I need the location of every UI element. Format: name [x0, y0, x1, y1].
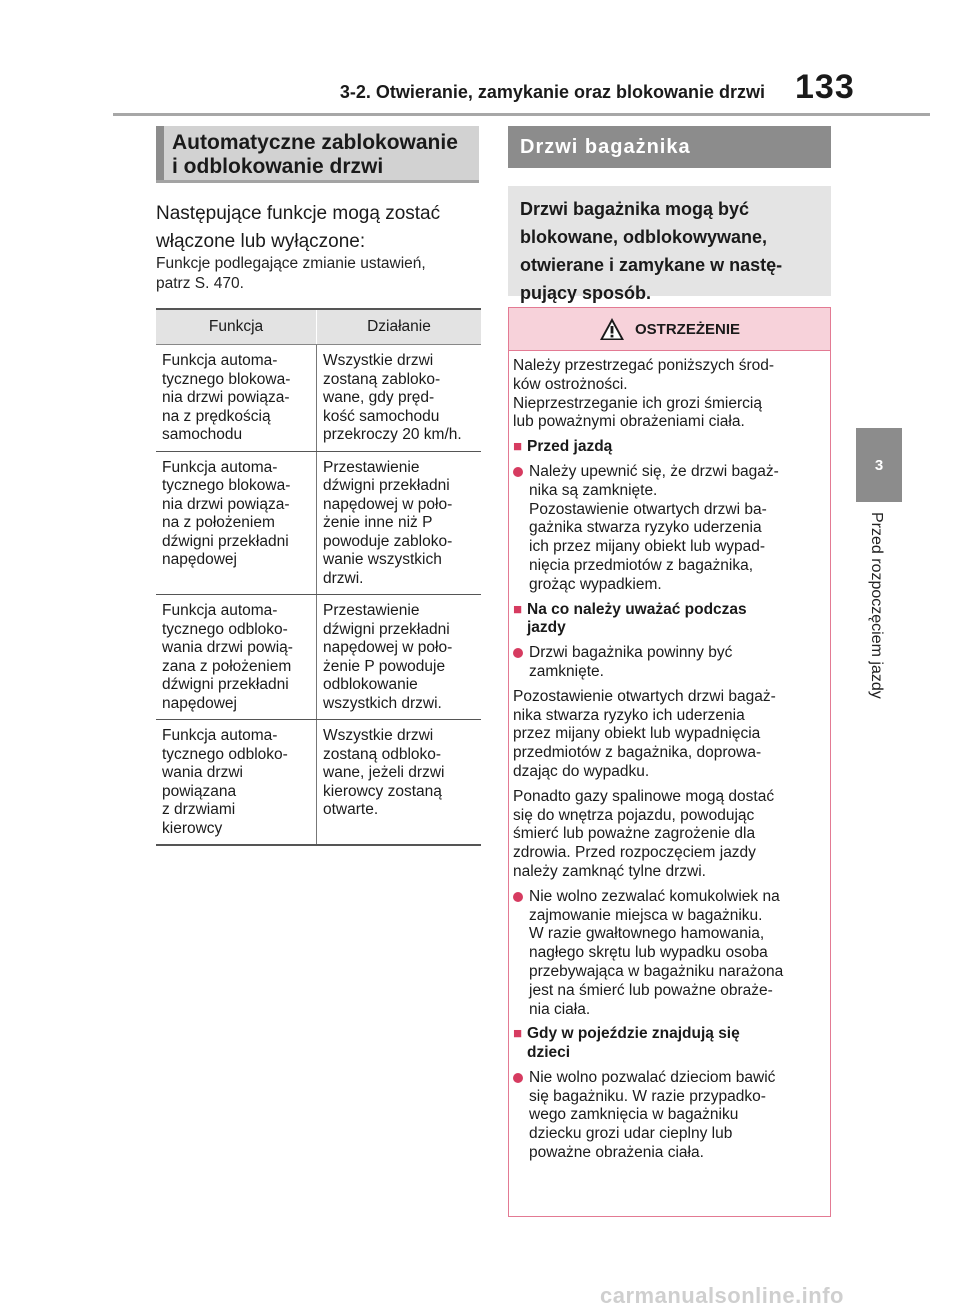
section-title: 3-2. Otwieranie, zamykanie oraz blokowanie drzwi [339, 82, 765, 102]
text-line: ich przez mijany obiekt lub wypad- [529, 538, 766, 556]
square-bullet-icon: ■ [513, 600, 523, 618]
cell-line: napędowej [162, 551, 237, 568]
text-line: jest na śmierć lub poważne obraże- [529, 981, 773, 999]
cell-line: dźwigni przekładni [162, 676, 289, 693]
cell-line: Funkcja automa- [162, 602, 278, 619]
bullet-text [529, 463, 822, 595]
cell-line: drzwi. [323, 569, 364, 587]
warning-intro [513, 357, 822, 432]
function-cell [156, 451, 317, 595]
cell-line: zostaną odbloko- [323, 745, 442, 763]
cell-line: Przestawienie [323, 458, 420, 476]
cell-line: na z położeniem [162, 514, 275, 531]
cell-line: powiązana [162, 782, 237, 800]
page-number: 133 [795, 68, 855, 106]
text-line: Gdy w pojeździe znajdują się [527, 1025, 740, 1043]
bullet-item [513, 463, 822, 595]
subheading-before-driving [513, 438, 822, 457]
cell-line: wanie wszystkich [323, 551, 442, 568]
table-row [156, 595, 481, 720]
text-line: Należy upewnić się, że drzwi bagaż- [529, 462, 779, 480]
cell-line: dźwigni przekładni [323, 477, 450, 494]
cell-line: Funkcja automa- [162, 458, 278, 476]
note-line: Funkcje podlegające zmianie ustawień, [156, 255, 426, 272]
cell-line: zostaną zabloko- [323, 370, 441, 388]
action-cell [317, 595, 482, 720]
text-line: śmierć lub poważne zagrożenie dla [513, 825, 756, 843]
settings-note [156, 254, 481, 294]
heading-line: Automatyczne zablokowanie [172, 131, 458, 154]
right-section-heading: Drzwi bagażnika [508, 126, 831, 168]
text-line: dzieci [527, 1044, 571, 1062]
warning-header [509, 308, 830, 351]
subheading-text [527, 601, 747, 639]
table-row [156, 345, 481, 452]
functions-table [156, 308, 481, 846]
square-bullet-icon: ■ [513, 438, 523, 456]
text-line: Pozostawienie otwartych drzwi ba- [529, 500, 767, 518]
text-line: W razie gwałtownego hamowania, [529, 925, 765, 943]
cell-line: zana z położeniem [162, 657, 292, 675]
text-line: ków ostrożności. [513, 375, 628, 393]
cell-line: dźwigni przekładni [162, 532, 289, 550]
warning-paragraph [513, 788, 822, 882]
text-line: Nie wolno zezwalać komukolwiek na [529, 887, 780, 905]
function-cell [156, 595, 317, 720]
action-cell [317, 720, 482, 846]
chapter-number: 3 [874, 456, 884, 474]
bullet-item [513, 888, 822, 1020]
text-line: nięcia przedmiotów z bagażnika, [529, 556, 754, 574]
header-divider [113, 113, 930, 116]
cell-line: tycznego blokowa- [162, 477, 291, 494]
text-line: Drzwi bagażnika powinny być [529, 644, 733, 662]
cell-line: wania drzwi powią- [162, 639, 293, 656]
text-line: nia ciała. [529, 1000, 591, 1018]
warning-triangle-icon [599, 317, 625, 341]
cell-line: tycznego odbloko- [162, 620, 288, 638]
intro-line: włączone lub wyłączone: [156, 231, 366, 252]
cell-line: otwarte. [323, 801, 379, 818]
cell-line: przekroczy 20 km/h. [323, 426, 462, 443]
text-line: dziecku grozi udar cieplny lub [529, 1125, 733, 1143]
summary-line: otwierane i zamykane w nastę- [520, 255, 783, 275]
cell-line: nia drzwi powiąza- [162, 495, 290, 513]
cell-line: żenie inne niż P [323, 514, 433, 531]
cell-line: kierowcy [162, 819, 223, 837]
text-line: nagłego skrętu lub wypadku osoba [529, 944, 768, 962]
summary-box [508, 186, 831, 303]
cell-line: tycznego blokowa- [162, 370, 291, 388]
text-line: się bagażniku. W razie przypadko- [529, 1087, 766, 1105]
bullet-dot-icon [513, 467, 523, 477]
text-line: Nieprzestrzeganie ich grozi śmiercią [513, 394, 762, 412]
cell-line: żenie P powoduje [323, 657, 446, 675]
cell-line: Wszystkie drzwi [323, 352, 434, 369]
intro-text [156, 200, 481, 256]
cell-line: wane, gdy pręd- [323, 389, 435, 406]
bullet-item [513, 1069, 822, 1163]
bullet-dot-icon [513, 1073, 523, 1083]
cell-line: odblokowanie [323, 676, 418, 693]
cell-line: Funkcja automa- [162, 352, 278, 369]
subheading-text [527, 1025, 740, 1063]
text-line: Ponadto gazy spalinowe mogą dostać [513, 787, 775, 805]
cell-line: wszystkich drzwi. [323, 694, 442, 712]
bullet-text [529, 644, 822, 682]
text-line: się do wnętrza pojazdu, powodując [513, 806, 755, 824]
cell-line: napędowej [162, 694, 237, 712]
column-header-action: Działanie [317, 309, 482, 345]
cell-line: napędowej w poło- [323, 495, 453, 513]
column-header-function: Funkcja [156, 309, 317, 345]
watermark: carmanualsonline.info [600, 1283, 844, 1308]
cell-line: z drzwiami [162, 801, 236, 818]
intro-line: Następujące funkcje mogą zostać [156, 203, 441, 224]
cell-line: tycznego odbloko- [162, 745, 288, 763]
summary-line: pujący sposób. [520, 283, 652, 303]
text-line: lub poważnymi obrażeniami ciała. [513, 413, 745, 431]
subheading-while-driving [513, 601, 822, 639]
text-line: dzając do wypadku. [513, 762, 650, 780]
text-line: należy zamknąć tylne drzwi. [513, 862, 706, 880]
cell-line: dźwigni przekładni [323, 620, 450, 638]
square-bullet-icon: ■ [513, 1025, 523, 1043]
text-line: nika stwarza ryzyko ich uderzenia [513, 706, 745, 724]
left-section-heading [156, 126, 479, 183]
text-line: przedmiotów z bagażnika, doprowa- [513, 744, 762, 762]
cell-line: Funkcja automa- [162, 727, 278, 744]
text-line: przez mijany obiekt lub wypadnięcia [513, 725, 761, 743]
text-line: gażnika stwarza ryzyko uderzenia [529, 519, 762, 537]
bullet-text [529, 888, 822, 1020]
text-line: Należy przestrzegać poniższych środ- [513, 357, 775, 374]
warning-paragraph [513, 688, 822, 782]
cell-line: samochodu [162, 426, 243, 443]
text-line: zamknięte. [529, 662, 604, 680]
bullet-dot-icon [513, 648, 523, 658]
bullet-item [513, 644, 822, 682]
text-line: Pozostawienie otwartych drzwi bagaż- [513, 687, 776, 705]
cell-line: nia drzwi powiąza- [162, 389, 290, 406]
cell-line: kość samochodu [323, 407, 440, 425]
cell-line: wania drzwi [162, 764, 243, 781]
text-line: wego zamknięcia w bagażniku [529, 1106, 739, 1124]
summary-line: blokowane, odblokowywane, [520, 227, 768, 247]
function-cell [156, 720, 317, 846]
table-row [156, 720, 481, 846]
text-line: zdrowia. Przed rozpoczęciem jazdy [513, 844, 756, 862]
action-cell [317, 451, 482, 595]
heading-accent-bar [156, 126, 164, 180]
text-line: nika są zamknięte. [529, 481, 658, 499]
cell-line: Przestawienie [323, 602, 420, 619]
note-line: patrz S. 470. [156, 275, 244, 292]
chapter-tab[interactable] [856, 428, 902, 502]
text-line: Nie wolno pozwalać dzieciom bawić [529, 1068, 776, 1086]
warning-box [508, 307, 831, 1217]
text-line: przebywająca w bagażniku narażona [529, 962, 784, 980]
function-cell [156, 345, 317, 452]
table-row [156, 451, 481, 595]
cell-line: wane, jeżeli drzwi [323, 764, 445, 781]
text-line: grożąc wypadkiem. [529, 575, 662, 593]
bullet-dot-icon [513, 892, 523, 902]
cell-line: na z prędkością [162, 407, 271, 425]
subheading-children [513, 1025, 822, 1063]
chapter-label: Przed rozpoczęciem jazdy [868, 512, 885, 699]
text-line: Na co należy uważać podczas [527, 600, 747, 618]
cell-line: powoduje zabloko- [323, 532, 453, 550]
summary-line: Drzwi bagażnika mogą być [520, 199, 750, 219]
bullet-text [529, 1069, 822, 1163]
text-line: zajmowanie miejsca w bagażniku. [529, 906, 763, 924]
cell-line: napędowej w poło- [323, 639, 453, 656]
heading-line: i odblokowanie drzwi [172, 155, 384, 178]
subheading-text: Przed jazdą [527, 438, 613, 456]
warning-title: OSTRZEŻENIE [634, 320, 740, 338]
action-cell [317, 345, 482, 452]
text-line: jazdy [527, 619, 566, 637]
text-line: poważne obrażenia ciała. [529, 1144, 704, 1162]
cell-line: kierowcy zostaną [323, 782, 442, 800]
cell-line: Wszystkie drzwi [323, 727, 434, 744]
